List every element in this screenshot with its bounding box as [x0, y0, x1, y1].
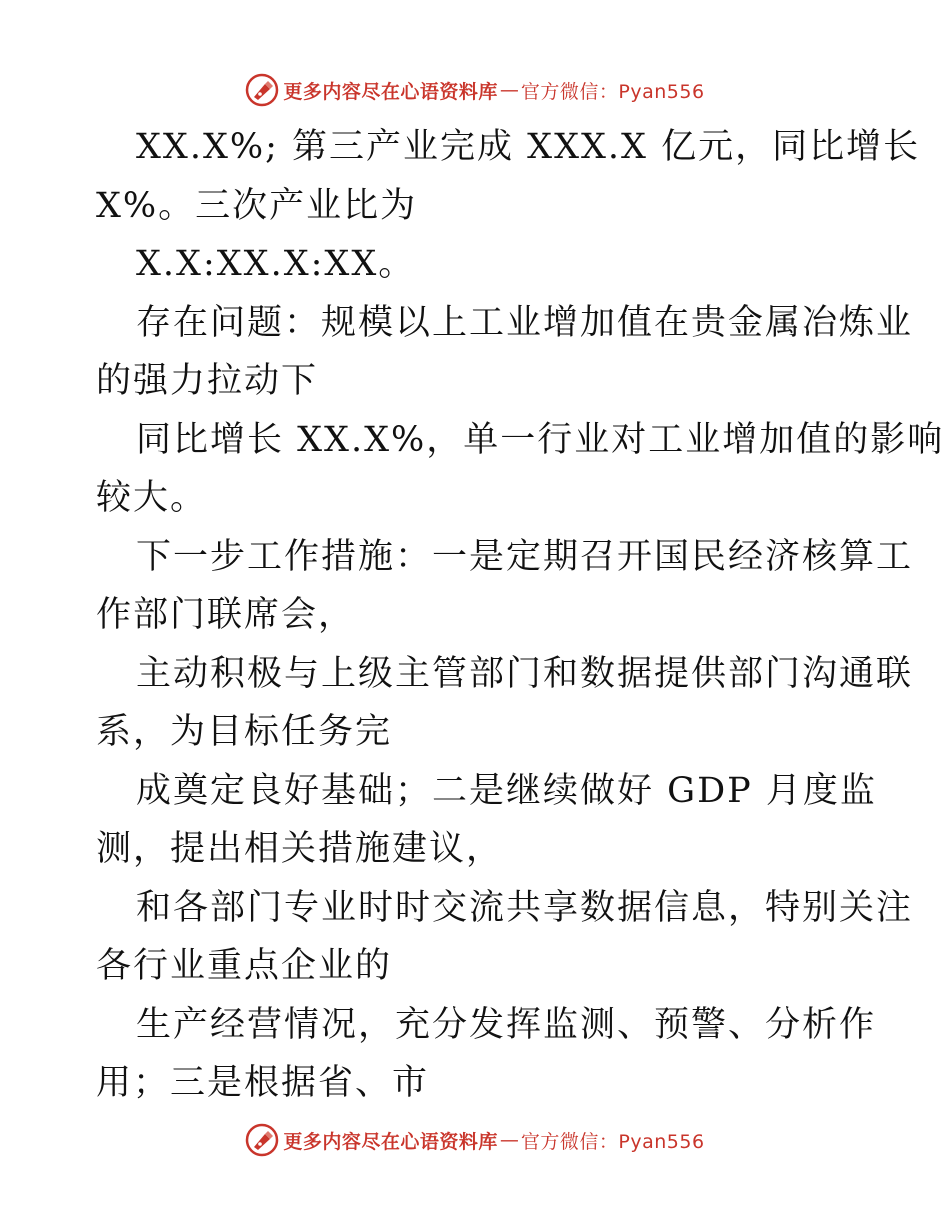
watermark-account: 官方微信：Pyan556 — [520, 1130, 705, 1153]
body-line: 和各部门专业时时交流共享数据信息，特别关注 — [136, 887, 914, 928]
body-line: 测，提出相关措施建议， — [96, 829, 504, 869]
watermark-account: 官方微信：Pyan556 — [520, 80, 705, 103]
body-line: 同比增长 XX.X%，单一行业对工业增加值的影响 — [136, 419, 945, 460]
pen-nib-logo-icon — [245, 1123, 279, 1157]
watermark-dash: — — [499, 79, 519, 101]
body-line: 成奠定良好基础；二是继续做好 GDP 月度监 — [136, 770, 877, 811]
body-line: 用；三是根据省、市 — [96, 1063, 430, 1103]
body-line: 较大。 — [96, 478, 208, 518]
body-line: 系，为目标任务完 — [96, 712, 393, 752]
pen-nib-logo-icon — [245, 73, 279, 107]
body-line: X.X:XX.X:XX。 — [136, 244, 416, 284]
body-line: XX.X%; 第三产业完成 XXX.X 亿元，同比增长 — [136, 127, 921, 167]
footer-watermark — [0, 1120, 950, 1160]
document-body — [96, 118, 945, 1113]
watermark-dash: — — [499, 1129, 519, 1151]
body-line: 各行业重点企业的 — [96, 946, 393, 986]
body-line: X%。三次产业比为 — [96, 185, 418, 226]
body-line: 生产经营情况，充分发挥监测、预警、分析作 — [136, 1004, 877, 1045]
watermark-brand: 更多内容尽在心语资料库 — [283, 1130, 498, 1153]
body-line: 主动积极与上级主管部门和数据提供部门沟通联 — [136, 653, 914, 694]
body-line: 下一步工作措施：一是定期召开国民经济核算工 — [136, 536, 914, 577]
watermark-brand: 更多内容尽在心语资料库 — [283, 80, 498, 103]
body-line: 的强力拉动下 — [96, 361, 319, 401]
body-line: 作部门联席会， — [96, 595, 356, 635]
header-watermark — [0, 70, 950, 110]
body-line: 存在问题：规模以上工业增加值在贵金属冶炼业 — [136, 302, 914, 343]
